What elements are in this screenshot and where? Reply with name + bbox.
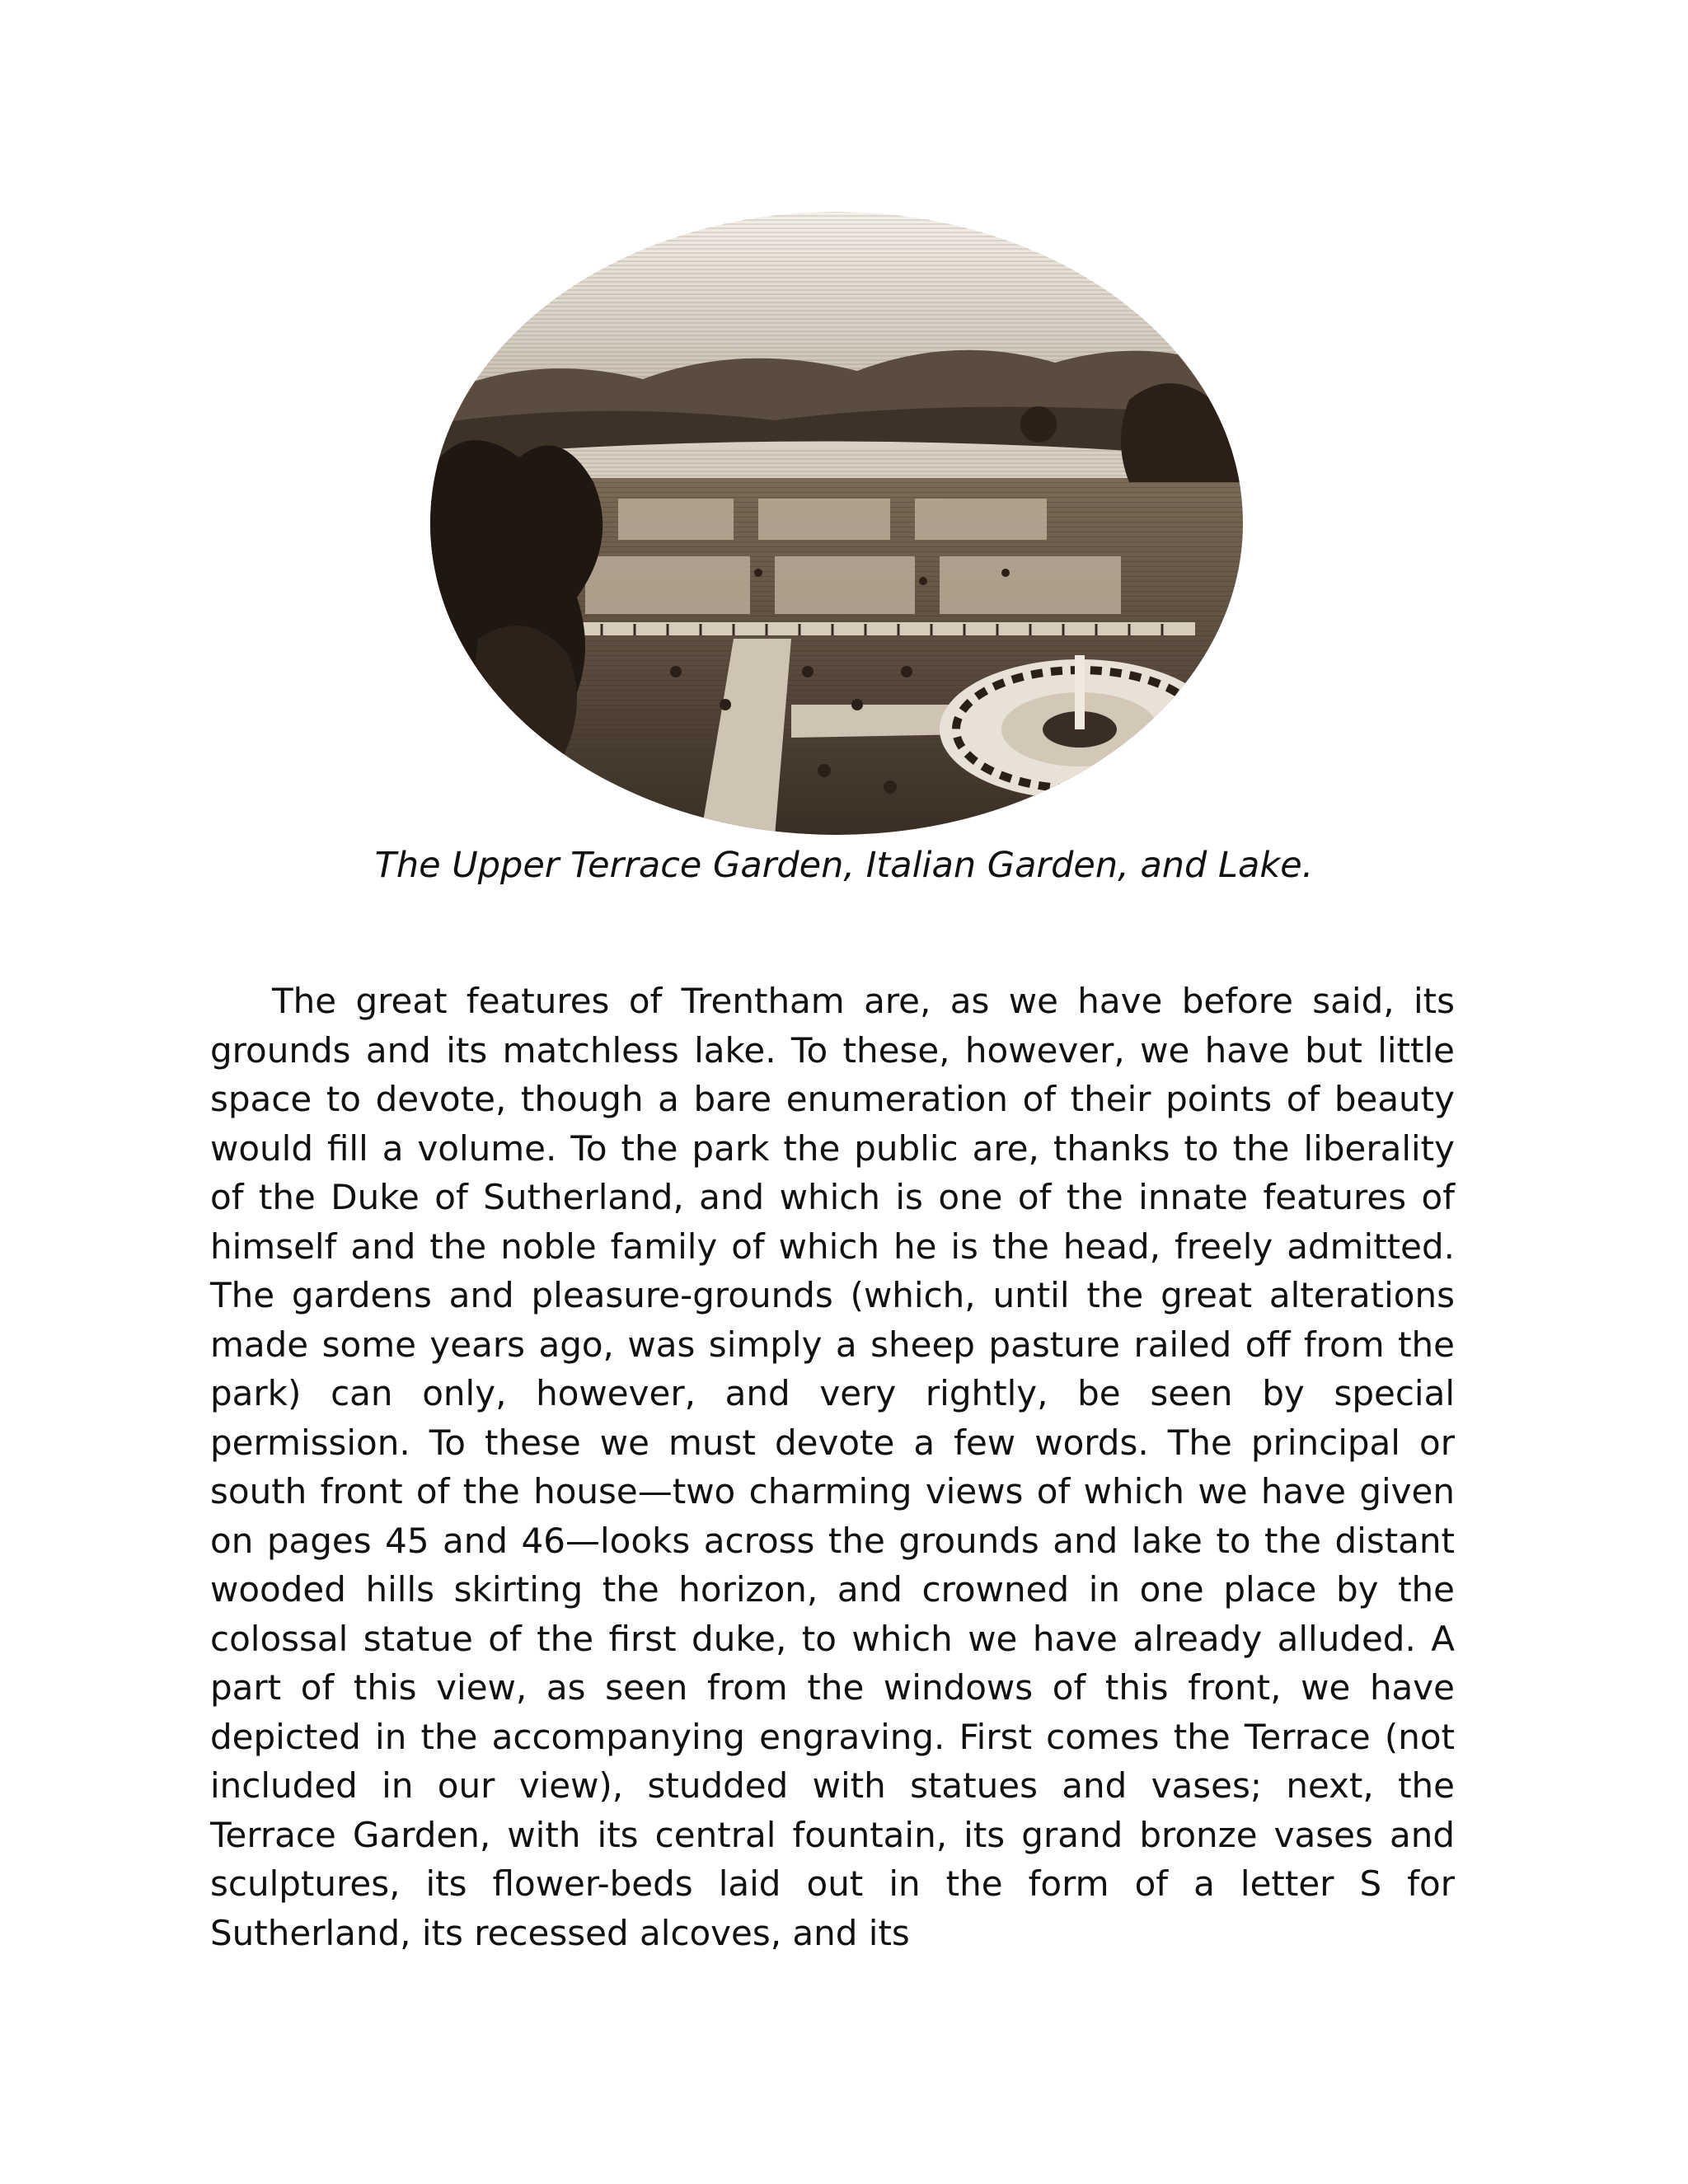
figure-caption: The Upper Terrace Garden, Italian Garden, and Lake. [374,845,1314,886]
body-paragraph: The great features of Trentham are, as we have before said, its grounds and its matchless lake. To these, however, we have but little space to devote, though a bare enumeration of their points of beauty would fill a volume. To the park the public are, thanks to the liberality of the Duke of Sutherland, and which is one of the innate features of himself and the noble family of which he is the head, freely admitted. The gardens and pleasure-grounds (which, until the great alterations made some years ago, was simply a sheep pasture railed off from the park) can only, however, and very rightly, be seen by special permission. To these we must devote a few words. The principal or south front of the house—two charming views of which we have given on pages 45 and 46—looks across the grounds and lake to the distant wooded hills skirting the horizon, and crowned in one place by the colossal statue of the first duke, to which we have already alluded. A part of this view, as seen from the windows of this front, we have depicted in the accompanying engraving. First comes the Terrace (not included in our view), studded with statues and vases; next, the Terrace Garden, with its central fountain, its grand bronze vases and sculptures, its flower-beds laid out in the form of a letter S for Sutherland, its recessed alcoves, and its [210,981,1455,1953]
garden-engraving [429,210,1245,837]
